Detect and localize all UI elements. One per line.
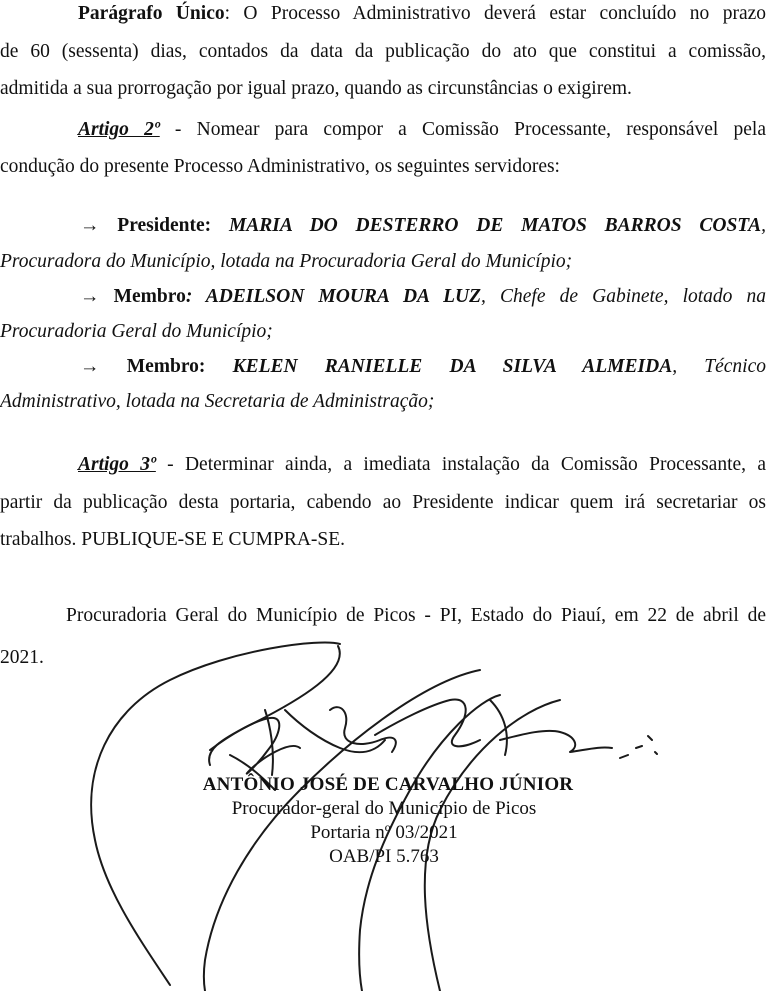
- paragrafo-unico-line-2: de 60 (sessenta) dias, contados da data da publicação do ato que constitui a comissão,: [0, 41, 766, 62]
- member-role: Membro: [113, 286, 186, 307]
- member-name: : ADEILSON MOURA DA LUZ: [185, 286, 482, 307]
- signatory-name: ANTÔNIO JOSÉ DE CARVALHO JÚNIOR: [202, 774, 574, 795]
- artigo-3-line-3: trabalhos. PUBLIQUE-SE E CUMPRA-SE.: [0, 529, 346, 550]
- signatory-title: Procurador-geral do Município de Picos: [231, 798, 537, 819]
- artigo-2-line-1: Artigo 2º - Nomear para compor a Comissão Processante, responsável pela: [78, 119, 766, 140]
- arrow-icon: →: [80, 356, 100, 377]
- paragrafo-unico-line-1: Parágrafo Único: O Processo Administrativo deverá estar concluído no prazo: [78, 3, 767, 24]
- arrow-icon: →: [80, 286, 100, 307]
- artigo-3-line-2: partir da publicação desta portaria, cabendo ao Presidente indicar quem irá secretariar os: [0, 492, 766, 513]
- artigo-2-line-2: condução do presente Processo Administrativo, os seguintes servidores:: [0, 156, 560, 177]
- artigo-3-line-1: Artigo 3º - Determinar ainda, a imediata instalação da Comissão Processante, a: [78, 454, 766, 475]
- member-presidente-line-2: Procuradora do Município, lotada na Procuradoria Geral do Município;: [0, 251, 573, 272]
- artigo-2-label: Artigo 2º: [78, 119, 160, 140]
- member-presidente-line-1: → Presidente: MARIA DO DESTERRO DE MATOS BARROS COSTA,: [80, 215, 767, 236]
- arrow-icon: →: [80, 215, 100, 236]
- member-name: MARIA DO DESTERRO DE MATOS BARROS COSTA: [228, 215, 762, 236]
- member-name: KELEN RANIELLE DA SILVA ALMEIDA: [232, 356, 673, 377]
- paragrafo-unico-line-3: admitida a sua prorrogação por igual prazo, quando as circunstâncias o exigirem.: [0, 78, 632, 99]
- member-3-line-1: → Membro: KELEN RANIELLE DA SILVA ALMEIDA, Técnico: [80, 356, 766, 377]
- paragrafo-unico-label: Parágrafo Único: [78, 3, 225, 24]
- member-2-line-2: Procuradoria Geral do Município;: [0, 321, 273, 342]
- member-3-line-2: Administrativo, lotada na Secretaria de Administração;: [0, 391, 435, 412]
- closing-line-1: Procuradoria Geral do Município de Picos - PI, Estado do Piauí, em 22 de abril de: [66, 605, 766, 626]
- artigo-3-label: Artigo 3º: [78, 454, 156, 475]
- closing-line-2: 2021.: [0, 647, 44, 668]
- member-2-line-1: → Membro: ADEILSON MOURA DA LUZ, Chefe de Gabinete, lotado na: [80, 286, 767, 307]
- signatory-oab: OAB/PI 5.763: [329, 846, 439, 867]
- member-role: Presidente:: [117, 215, 212, 236]
- signatory-portaria: Portaria nº 03/2021: [310, 822, 458, 843]
- member-role: Membro:: [126, 356, 206, 377]
